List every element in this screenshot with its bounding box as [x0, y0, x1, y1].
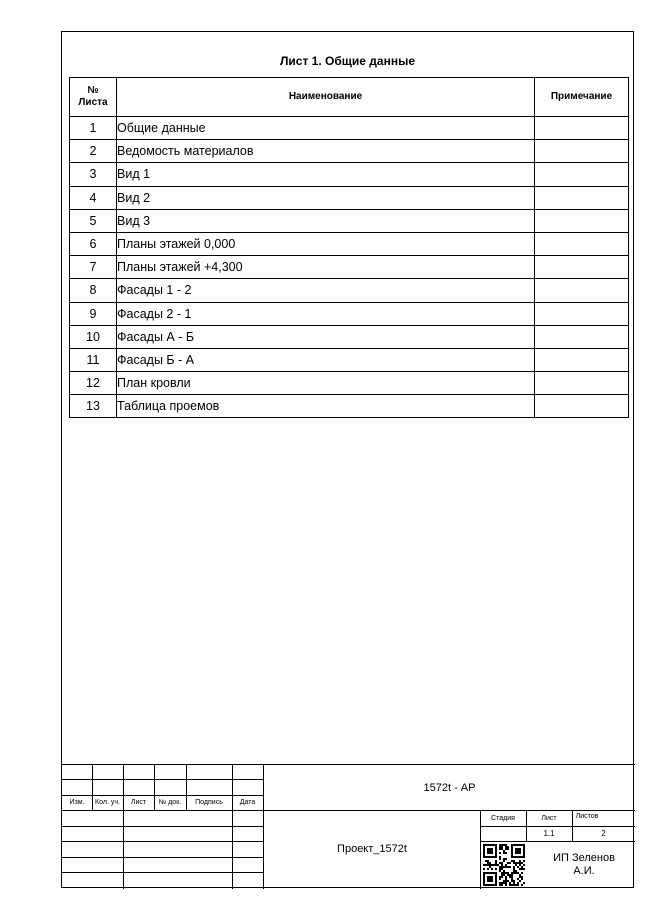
row-number: 11 — [70, 348, 117, 371]
row-name: Фасады Б - А — [117, 348, 535, 371]
table-row — [70, 395, 629, 418]
table-row — [70, 256, 629, 279]
row-number: 10 — [70, 325, 117, 348]
row-note — [535, 232, 629, 255]
table-row — [70, 209, 629, 232]
row-note — [535, 302, 629, 325]
row-name: Планы этажей +4,300 — [117, 256, 535, 279]
drawing-frame — [61, 31, 634, 888]
row-number: 4 — [70, 186, 117, 209]
table-row — [70, 302, 629, 325]
page-title: Лист 1. Общие данные — [280, 54, 415, 68]
table-row — [70, 372, 629, 395]
row-number: 5 — [70, 209, 117, 232]
row-name: Общие данные — [117, 117, 535, 140]
row-note — [535, 372, 629, 395]
table-row — [70, 232, 629, 255]
header-name: Наименование — [117, 78, 535, 117]
row-number: 6 — [70, 232, 117, 255]
sheets-value: 2 — [601, 829, 606, 838]
table-body — [70, 117, 629, 418]
row-name: Вид 1 — [117, 163, 535, 186]
project-code: 1572t - АР — [423, 782, 476, 794]
label-data: Дата — [239, 799, 256, 806]
row-note — [535, 117, 629, 140]
label-list: Лист — [130, 799, 147, 806]
row-name: Таблица проемов — [117, 395, 535, 418]
row-name: Фасады А - Б — [117, 325, 535, 348]
row-name: Вид 2 — [117, 186, 535, 209]
table-row — [70, 279, 629, 302]
label-ndoc: № док. — [158, 799, 182, 806]
header-num: № Листа — [70, 78, 117, 117]
row-note — [535, 140, 629, 163]
row-note — [535, 209, 629, 232]
title-block — [62, 764, 635, 889]
label-stage: Стадия — [491, 815, 515, 822]
row-number: 3 — [70, 163, 117, 186]
row-name: Планы этажей 0,000 — [117, 232, 535, 255]
table-row — [70, 186, 629, 209]
table-row — [70, 325, 629, 348]
label-kol-uch: Кол. уч. — [95, 799, 120, 806]
table-row — [70, 348, 629, 371]
table-row — [70, 140, 629, 163]
qr-code — [483, 844, 525, 886]
row-number: 8 — [70, 279, 117, 302]
header-note: Примечание — [535, 78, 629, 117]
row-number: 9 — [70, 302, 117, 325]
row-number: 1 — [70, 117, 117, 140]
label-izm: Изм. — [69, 799, 85, 806]
organization: ИП Зеленов А.И. — [553, 852, 615, 877]
sheet-list-table — [69, 77, 629, 418]
row-note — [535, 325, 629, 348]
row-name: Фасады 2 - 1 — [117, 302, 535, 325]
row-number: 12 — [70, 372, 117, 395]
label-sheet: Лист — [541, 815, 557, 822]
label-sheets: Листов — [575, 813, 599, 820]
row-number: 2 — [70, 140, 117, 163]
row-note — [535, 186, 629, 209]
row-note — [535, 395, 629, 418]
table-row — [70, 117, 629, 140]
row-note — [535, 279, 629, 302]
row-name: План кровли — [117, 372, 535, 395]
table-row — [70, 163, 629, 186]
row-name: Фасады 1 - 2 — [117, 279, 535, 302]
label-podpis: Подпись — [195, 799, 223, 806]
row-note — [535, 348, 629, 371]
sheet-value: 1.1 — [543, 829, 555, 838]
project-name: Проект_1572t — [337, 843, 407, 855]
row-number: 13 — [70, 395, 117, 418]
row-note — [535, 256, 629, 279]
row-name: Вид 3 — [117, 209, 535, 232]
table-header-row — [70, 78, 629, 117]
row-number: 7 — [70, 256, 117, 279]
row-note — [535, 163, 629, 186]
row-name: Ведомость материалов — [117, 140, 535, 163]
